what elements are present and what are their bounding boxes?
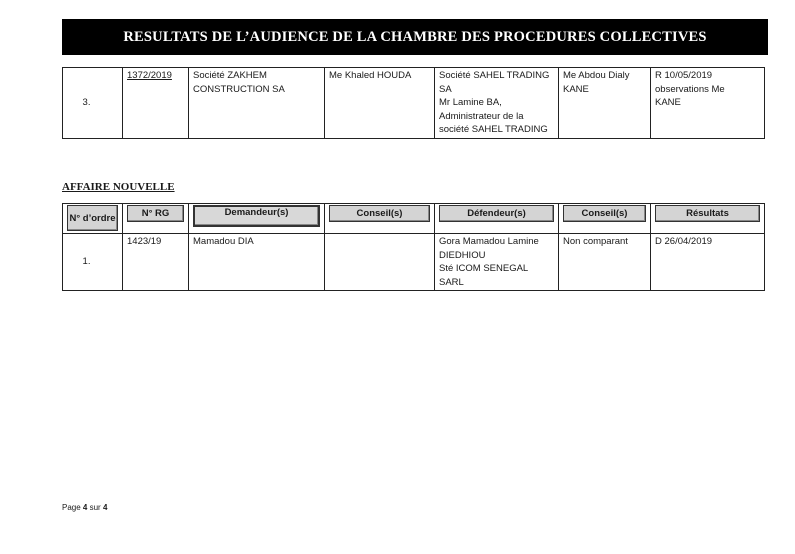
order-number-cell: 3. (63, 68, 123, 139)
table-row (63, 68, 765, 139)
conseil-defendeur-cell (559, 234, 651, 291)
conseil-demandeur-cell (325, 68, 435, 139)
header-rg (123, 204, 189, 234)
cell-line: SA (439, 83, 452, 95)
order-number-cell: 1. (63, 234, 123, 291)
resultats-cell (651, 68, 765, 139)
page-sep: sur (89, 503, 101, 512)
defendeur-cell (435, 68, 559, 139)
page-current: 4 (82, 503, 88, 512)
cell-line: Me Abdou Dialy (563, 70, 630, 81)
page-footer (62, 503, 107, 512)
cell-line: Mr Lamine BA, (439, 97, 502, 108)
cell-line: Administrateur de la (439, 110, 524, 122)
header-label-demandeur: Demandeur(s) (193, 205, 320, 227)
cell-line: Me Khaled HOUDA (329, 70, 412, 81)
header-demandeur (189, 204, 325, 234)
header-conseil-1 (325, 204, 435, 234)
cell-line: Mamadou DIA (193, 236, 254, 247)
cell-line: CONSTRUCTION SA (193, 83, 285, 95)
defendeur-cell (435, 234, 559, 291)
cell-line: Non comparant (563, 236, 628, 247)
previous-cases-table (62, 67, 765, 139)
resultats-cell (651, 234, 765, 291)
cell-line: R 10/05/2019 (655, 70, 713, 81)
table-row (63, 234, 765, 291)
conseil-demandeur-cell (325, 234, 435, 291)
conseil-defendeur-cell (559, 68, 651, 139)
header-label-rg: N° RG (127, 205, 184, 222)
cell-line: observations Me (655, 83, 725, 95)
cell-line: société SAHEL TRADING (439, 124, 548, 135)
section-title-affaire-nouvelle: AFFAIRE NOUVELLE (62, 181, 175, 193)
table-header-row (63, 204, 765, 234)
cell-line: Gora Mamadou Lamine (439, 236, 539, 247)
rg-number-cell (123, 68, 189, 139)
page-banner-title: RESULTATS DE L’AUDIENCE DE LA CHAMBRE DES PROCEDURES COLLECTIVES (62, 19, 768, 55)
cell-line: SARL (439, 276, 464, 288)
header-label-resultats: Résultats (655, 205, 760, 222)
header-num (63, 204, 123, 234)
header-conseil-2 (559, 204, 651, 234)
header-label-conseil-1: Conseil(s) (329, 205, 430, 222)
page-label: Page (62, 503, 81, 512)
header-defendeur (435, 204, 559, 234)
header-label-num: N° d’ordre (67, 205, 118, 231)
header-label-conseil-2: Conseil(s) (563, 205, 646, 222)
demandeur-cell (189, 68, 325, 139)
cell-line: KANE (655, 97, 681, 108)
rg-number-cell: 1423/19 (123, 234, 189, 291)
new-case-table (62, 203, 765, 291)
cell-line: Société ZAKHEM (193, 70, 267, 81)
header-label-defendeur: Défendeur(s) (439, 205, 554, 222)
cell-line: Société SAHEL TRADING (439, 70, 550, 81)
cell-line: D 26/04/2019 (655, 236, 713, 247)
page-total: 4 (102, 503, 108, 512)
cell-line: DIEDHIOU (439, 249, 486, 261)
rg-number-link[interactable]: 1372/2019 (127, 70, 172, 81)
cell-line: Sté ICOM SENEGAL (439, 263, 529, 274)
cell-line: KANE (563, 83, 589, 95)
header-resultats (651, 204, 765, 234)
demandeur-cell (189, 234, 325, 291)
